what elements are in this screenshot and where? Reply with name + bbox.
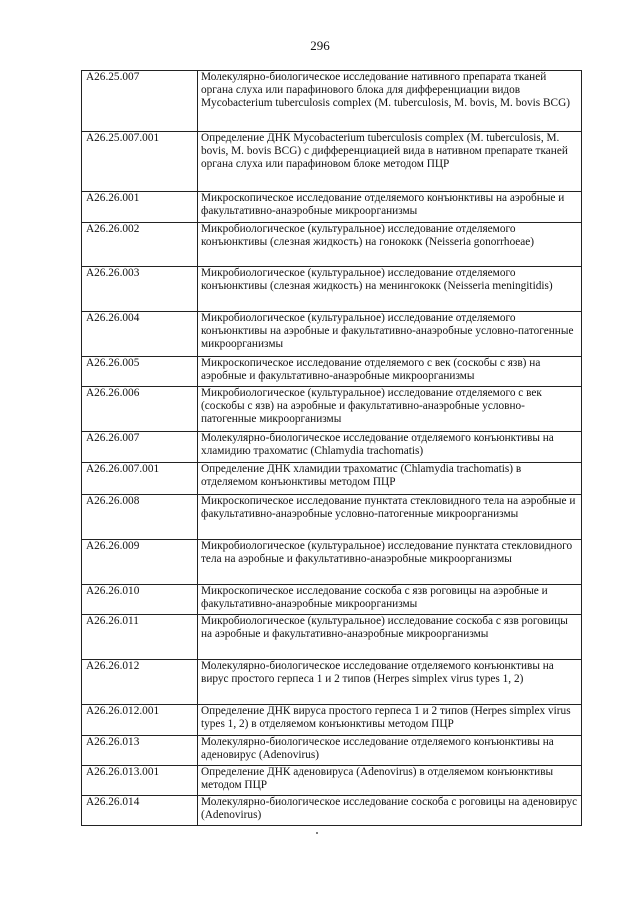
- service-description: Определение ДНК аденовируса (Adenovirus) в отделяемом конъюнктивы методом ПЦР: [198, 766, 582, 796]
- table-row: [82, 357, 582, 387]
- table-row: [82, 736, 582, 766]
- service-code: A26.26.009: [82, 540, 198, 585]
- service-description: Молекулярно-биологическое исследование соскоба с роговицы на аденовирус (Adenovirus): [198, 796, 582, 826]
- service-code: A26.26.011: [82, 615, 198, 660]
- service-description: Микробиологическое (культуральное) исследование отделяемого конъюнктивы (слезная жидкость) на гонококк (Neisseria gonorrhoeae): [198, 223, 582, 267]
- service-description: Молекулярно-биологическое исследование отделяемого конъюнктивы на вирус простого герпеса 1 и 2 типов (Herpes simplex virus types 1, 2): [198, 660, 582, 705]
- table-row: [82, 192, 582, 223]
- service-code: A26.26.010: [82, 585, 198, 615]
- service-description: Молекулярно-биологическое исследование отделяемого конъюнктивы на аденовирус (Adenovirus): [198, 736, 582, 766]
- table-row: [82, 223, 582, 267]
- table-row: [82, 660, 582, 705]
- service-code: A26.26.002: [82, 223, 198, 267]
- table-row: [82, 432, 582, 463]
- service-description: Молекулярно-биологическое исследование нативного препарата тканей органа слуха или парафинового блока для дифференциации видов Mycobacterium tuberculosis complex (M. tuberculosis, M. bovis, M. bovis BCG): [198, 71, 582, 132]
- service-code: A26.26.003: [82, 267, 198, 312]
- service-code: A26.26.013.001: [82, 766, 198, 796]
- table-row: [82, 766, 582, 796]
- service-code: A26.26.012: [82, 660, 198, 705]
- service-code: A26.26.005: [82, 357, 198, 387]
- table-row: [82, 705, 582, 736]
- table-row: [82, 615, 582, 660]
- service-description: Микроскопическое исследование отделяемого с век (соскобы с язв) на аэробные и факультативно-анаэробные микроорганизмы: [198, 357, 582, 387]
- service-description: Микробиологическое (культуральное) исследование отделяемого с век (соскобы с язв) на аэробные и факультативно-анаэробные условно-патогенные микроорганизмы: [198, 387, 582, 432]
- service-code: A26.26.004: [82, 312, 198, 357]
- service-code: A26.25.007: [82, 71, 198, 132]
- service-code: A26.26.006: [82, 387, 198, 432]
- service-description: Микробиологическое (культуральное) исследование отделяемого конъюнктивы на аэробные и факультативно-анаэробные условно-патогенные микроорганизмы: [198, 312, 582, 357]
- service-code: A26.26.007.001: [82, 463, 198, 495]
- table-row: [82, 463, 582, 495]
- table-row: [82, 495, 582, 540]
- table-row: [82, 132, 582, 192]
- table-row: [82, 312, 582, 357]
- service-description: Микроскопическое исследование пунктата стекловидного тела на аэробные и факультативно-анаэробные условно-патогенные микроорганизмы: [198, 495, 582, 540]
- service-description: Определение ДНК Mycobacterium tuberculosis complex (M. tuberculosis, M. bovis, M. bovis BCG) с дифференциацией вида в нативном препарате тканей органа слуха или парафиновом блоке методом ПЦР: [198, 132, 582, 192]
- service-description: Микробиологическое (культуральное) исследование соскоба с язв роговицы на аэробные и факультативно-анаэробные микроорганизмы: [198, 615, 582, 660]
- scan-speck: [316, 832, 318, 834]
- service-code: A26.26.007: [82, 432, 198, 463]
- table-row: [82, 796, 582, 826]
- service-description: Микроскопическое исследование соскоба с язв роговицы на аэробные и факультативно-анаэробные микроорганизмы: [198, 585, 582, 615]
- table-row: [82, 585, 582, 615]
- service-description: Микробиологическое (культуральное) исследование пунктата стекловидного тела на аэробные и факультативно-анаэробные микроорганизмы: [198, 540, 582, 585]
- service-code: A26.26.013: [82, 736, 198, 766]
- service-code: A26.26.014: [82, 796, 198, 826]
- table-row: [82, 540, 582, 585]
- service-description: Определение ДНК вируса простого герпеса 1 и 2 типов (Herpes simplex virus types 1, 2) в отделяемом конъюнктивы методом ПЦР: [198, 705, 582, 736]
- service-code: A26.25.007.001: [82, 132, 198, 192]
- service-code: A26.26.012.001: [82, 705, 198, 736]
- services-table: [81, 70, 582, 826]
- page-number: 296: [310, 38, 330, 53]
- service-description: Молекулярно-биологическое исследование отделяемого конъюнктивы на хламидию трахоматис (Chlamydia trachomatis): [198, 432, 582, 463]
- service-description: Микробиологическое (культуральное) исследование отделяемого конъюнктивы (слезная жидкость) на менингококк (Neisseria meningitidis): [198, 267, 582, 312]
- service-description: Определение ДНК хламидии трахоматис (Chlamydia trachomatis) в отделяемом конъюнктивы методом ПЦР: [198, 463, 582, 495]
- service-description: Микроскопическое исследование отделяемого конъюнктивы на аэробные и факультативно-анаэробные микроорганизмы: [198, 192, 582, 223]
- table-row: [82, 71, 582, 132]
- service-code: A26.26.001: [82, 192, 198, 223]
- table-row: [82, 387, 582, 432]
- service-code: A26.26.008: [82, 495, 198, 540]
- table-row: [82, 267, 582, 312]
